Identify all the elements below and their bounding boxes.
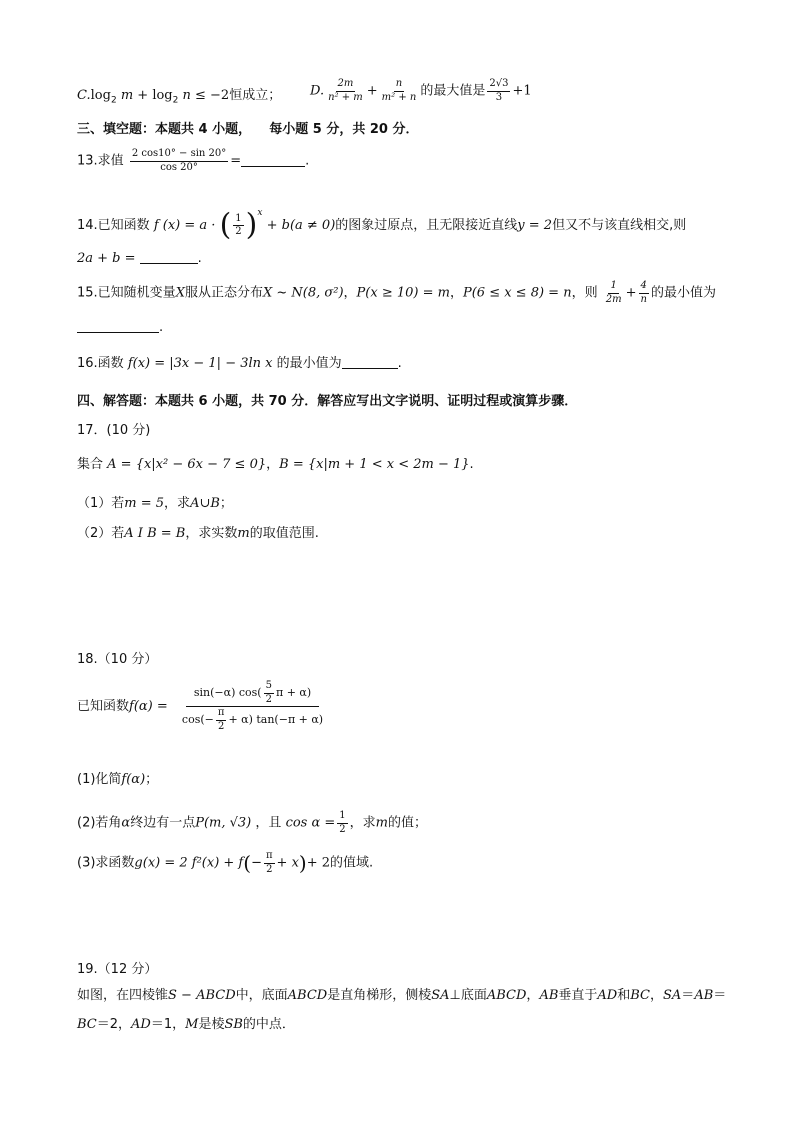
- q18-p1-expr: f(α): [121, 772, 146, 787]
- q15-f1-den: 2m: [605, 293, 622, 305]
- q18-p3-func: g(x) = 2 f²(x) + f: [134, 855, 244, 871]
- q19-l1-e: ，: [526, 988, 540, 1003]
- option-c-rel: ≤ −2: [190, 88, 230, 103]
- q15-fraction2: [639, 280, 649, 306]
- q19-l2-m: M: [185, 1017, 199, 1032]
- option-c-tail: 恒成立；: [229, 88, 282, 103]
- question-16: [77, 354, 402, 374]
- q15-dist: X ~ N(8, σ²): [262, 285, 344, 301]
- q17-part2-prefix: （2）若: [77, 526, 125, 541]
- option-c-label: C.: [77, 88, 91, 103]
- q14-prefix: 14.已知函数: [77, 218, 150, 233]
- q18-p2-frac-num: 1: [337, 810, 347, 824]
- q18-p3-prefix: (3)求函数: [77, 855, 135, 871]
- q19-l1-j: ＝: [713, 988, 727, 1003]
- q18-part1: [77, 770, 158, 790]
- q16-prefix: 16.函数: [77, 356, 124, 371]
- q14-fraction: [233, 213, 243, 239]
- q13-num: 2 cos10° − sin 20°: [130, 148, 228, 162]
- q19-l1-c: 是直角梯形，侧棱: [327, 988, 432, 1003]
- q19-pyramid: S − ABCD: [168, 988, 236, 1003]
- q19-l2-d: 的中点．: [242, 1017, 295, 1032]
- q19-l1-h: ，: [649, 988, 663, 1003]
- q17-comma: ，: [266, 457, 280, 472]
- q19-header: [77, 960, 157, 980]
- q15-text2: ，则: [571, 285, 598, 301]
- q15-f2-num: 4: [639, 280, 649, 294]
- q14-paren-left: (: [219, 207, 232, 243]
- q18-p3-paren-right: ): [298, 851, 307, 875]
- q18-num-b: π + α): [275, 686, 312, 699]
- q14-line2-end: .: [197, 251, 202, 266]
- section-3-title: [77, 120, 418, 140]
- q13-den: cos 20°: [160, 161, 198, 173]
- option-c-sub1: 2: [110, 95, 117, 106]
- q18-part2: [77, 810, 427, 836]
- section-4-title-text: 四、解答题：本题共 6 小题，共 70 分．解答应写出文字说明、证明过程或演算步骤．: [77, 394, 578, 409]
- q18-num-frac-num: 5: [264, 680, 274, 694]
- option-d-tail: +1: [512, 83, 532, 99]
- option-d-frac3: [487, 78, 510, 104]
- q17-part2-var: m: [237, 526, 250, 541]
- q19-l2-b: ＝1，: [150, 1017, 186, 1032]
- q18-p1-prefix: (1)化简: [77, 772, 122, 787]
- q16-end: .: [397, 356, 402, 371]
- q19-l1-i: ＝: [681, 988, 695, 1003]
- section-3-title-a: 三、填空题：本题共 4 小题，: [77, 122, 252, 137]
- q15-p1: P(x ≥ 10) = m: [356, 285, 450, 301]
- q18-p2-frac-den: 2: [339, 823, 346, 835]
- q15-end: .: [159, 320, 164, 335]
- q18-p3-inner-tail: + x: [276, 855, 299, 871]
- q15-plus: +: [625, 285, 637, 301]
- q18-numerator: [186, 680, 319, 707]
- q18-denominator: [174, 707, 331, 733]
- option-c-sub2: 2: [172, 95, 179, 106]
- q19-sa2: SA: [663, 988, 682, 1003]
- q13-fraction: [130, 148, 228, 174]
- q18-p1-end: ；: [145, 772, 159, 787]
- q18-num-frac-den: 2: [265, 693, 272, 705]
- option-c-log1: log: [90, 88, 111, 103]
- q18-p2-text: 终边有一点: [130, 815, 196, 831]
- q19-ad: AD: [597, 988, 618, 1003]
- q18-num-frac: [264, 680, 274, 706]
- q17-set-b: B = {x|m + 1 < x < 2m − 1}: [279, 457, 470, 472]
- option-d-frac2-num: n: [394, 78, 404, 92]
- question-14-line2: [77, 249, 202, 269]
- q15-sep2: ，: [449, 285, 463, 301]
- q19-l2-a: ＝2，: [96, 1017, 132, 1032]
- option-d-frac1: [326, 78, 365, 104]
- q17-part1-end: ；: [219, 496, 233, 511]
- q17-part1-text: ，求: [164, 496, 191, 511]
- q15-text3: 的最小值为: [650, 285, 716, 301]
- q18-p3-frac-den: 2: [266, 863, 273, 875]
- q14-paren-right: ): [245, 207, 258, 243]
- q19-line1: [77, 986, 726, 1006]
- q18-p2-text2: ，且: [255, 815, 282, 831]
- q18-p3-frac-num: π: [264, 850, 275, 864]
- q19-l1-d: ⊥底面: [449, 988, 487, 1003]
- q18-function: [77, 680, 333, 733]
- option-d-frac2: [380, 78, 419, 104]
- q19-ab2: AB: [694, 988, 714, 1003]
- q14-frac-num: 1: [233, 213, 243, 227]
- q13-eq: =: [230, 153, 242, 169]
- q14-line-eq: y = 2: [517, 218, 553, 233]
- q19-ab: AB: [539, 988, 559, 1003]
- question-13: [77, 148, 309, 174]
- q18-p3-end: 的值域.: [330, 855, 374, 871]
- q13-end: .: [305, 153, 310, 169]
- q19-l2-c: 是棱: [198, 1017, 225, 1032]
- q17-set-a: A = {x|x² − 6x − 7 ≤ 0}: [107, 457, 267, 472]
- q18-part3: (3)求函数g(x) = 2 f²(x) + f(− $\frac{\pi}{2}$ + x)+ 2的值域.: [77, 850, 374, 875]
- q15-p2: P(6 ≤ x ≤ 8) = n: [462, 285, 572, 301]
- question-15-line2: [77, 318, 163, 338]
- option-c-var1: m: [120, 88, 134, 103]
- q17-part2-cond: A I B = B: [124, 526, 186, 541]
- option-d-frac1-num: 2m: [336, 78, 356, 92]
- q19-l2-ad: AD: [131, 1017, 151, 1032]
- q19-line2: [77, 1015, 295, 1035]
- q18-p3-fraction: [264, 850, 275, 876]
- option-d-plus: +: [366, 83, 378, 99]
- q19-header-text: 19.（12 分）: [77, 962, 158, 977]
- q15-answer-blank: [77, 320, 159, 333]
- option-d-mid: 的最大值是: [420, 83, 486, 99]
- q18-prefix: 已知函数: [77, 699, 130, 714]
- q19-l2-bc: BC: [77, 1017, 97, 1032]
- q14-text2: 但又不与该直线相交,则: [552, 218, 687, 233]
- q17-part2-text: ，求实数: [185, 526, 238, 541]
- q17-end: .: [469, 457, 474, 472]
- q17-set-prefix: 集合: [77, 457, 104, 472]
- q14-line2-expr: 2a + b =: [77, 251, 136, 266]
- q17-part2: [77, 524, 319, 544]
- q17-part1-cond: m = 5: [124, 496, 165, 511]
- q15-text1: 服从正态分布: [184, 285, 263, 301]
- option-d: [310, 78, 532, 104]
- option-d-label: D.: [310, 83, 325, 99]
- q18-den-b: + α) tan(−π + α): [228, 713, 324, 726]
- q18-p3-tail: + 2: [306, 855, 331, 871]
- q17-sets: [77, 455, 474, 475]
- q16-text: 的最小值为: [276, 356, 342, 371]
- q18-header-text: 18.（10 分）: [77, 652, 158, 667]
- q15-f2-den: n: [640, 293, 647, 305]
- q14-func: f (x) = a ·: [153, 218, 216, 233]
- q18-p2-var: α: [121, 815, 131, 831]
- q17-part2-end: 的取值范围.: [249, 526, 319, 541]
- option-c-var2: n: [182, 88, 191, 103]
- q14-answer-blank: [140, 251, 198, 264]
- q15-sep1: ，: [343, 285, 357, 301]
- option-c-d-line: [77, 86, 281, 111]
- q18-den-frac-num: π: [216, 707, 227, 721]
- q17-part1-expr: A∪B: [190, 496, 220, 511]
- q14-exp: x: [257, 208, 263, 218]
- q19-abcd2: ABCD: [486, 988, 527, 1003]
- q19-sa: SA: [431, 988, 450, 1003]
- q19-bc: BC: [630, 988, 650, 1003]
- q13-answer-blank: [241, 154, 305, 167]
- option-c-plus: +: [133, 88, 153, 103]
- q19-abcd1: ABCD: [287, 988, 328, 1003]
- q13-prefix: 13.求值: [77, 153, 124, 169]
- question-15: [77, 280, 716, 306]
- q19-l1-f: 垂直于: [558, 988, 598, 1003]
- q15-prefix: 15.已知随机变量: [77, 285, 176, 301]
- q18-p2-text3: ，求: [349, 815, 376, 831]
- q18-p2-cos: cos α =: [285, 815, 336, 831]
- q18-func: f(α) =: [129, 699, 168, 714]
- q18-header: [77, 650, 157, 670]
- q18-p2-end: 的值；: [388, 815, 428, 831]
- q15-f1-num: 1: [608, 280, 618, 294]
- section-4-title: [77, 392, 577, 412]
- q18-p3-paren-left: (: [243, 851, 252, 875]
- q18-p2-prefix: (2)若角: [77, 815, 122, 831]
- q18-den-a: cos(−: [181, 713, 214, 726]
- q16-answer-blank: [342, 356, 398, 369]
- q18-den-frac-den: 2: [217, 720, 225, 732]
- q17-part1: [77, 494, 233, 514]
- option-d-frac3-num: 2√3: [487, 78, 510, 92]
- option-d-frac2-den: m² + n: [381, 91, 417, 103]
- q16-func: f(x) = |3x − 1| − 3ln x: [127, 356, 273, 371]
- option-d-frac3-den: 3: [495, 91, 503, 103]
- q18-den-frac: [216, 707, 227, 733]
- q19-l1-g: 和: [617, 988, 631, 1003]
- q18-p2-var2: m: [375, 815, 388, 831]
- q14-after: + b(a ≠ 0): [266, 218, 336, 233]
- section-3-title-b: 每小题 5 分，共 20 分．: [269, 122, 419, 137]
- q19-l2-sb: SB: [224, 1017, 243, 1032]
- q18-p2-point: P(m, √3): [195, 815, 252, 831]
- option-c-log2: log: [152, 88, 173, 103]
- q17-header: [77, 421, 150, 441]
- q19-l1-a: 如图，在四棱锥: [77, 988, 169, 1003]
- q18-num-a: sin(−α) cos(: [193, 686, 262, 699]
- q15-fraction1: [604, 280, 624, 306]
- q14-frac-den: 2: [235, 226, 242, 237]
- question-14: [77, 203, 686, 241]
- q18-fraction: [174, 680, 331, 733]
- q17-part1-prefix: （1）若: [77, 496, 125, 511]
- q19-l1-b: 中，底面: [235, 988, 288, 1003]
- q15-var-x: X: [175, 285, 185, 301]
- q14-text1: 的图象过原点，且无限接近直线: [335, 218, 518, 233]
- q18-p2-fraction: [337, 810, 347, 836]
- option-d-frac1-den: n² + m: [328, 91, 363, 103]
- q17-header-text: 17．(10 分): [77, 423, 151, 438]
